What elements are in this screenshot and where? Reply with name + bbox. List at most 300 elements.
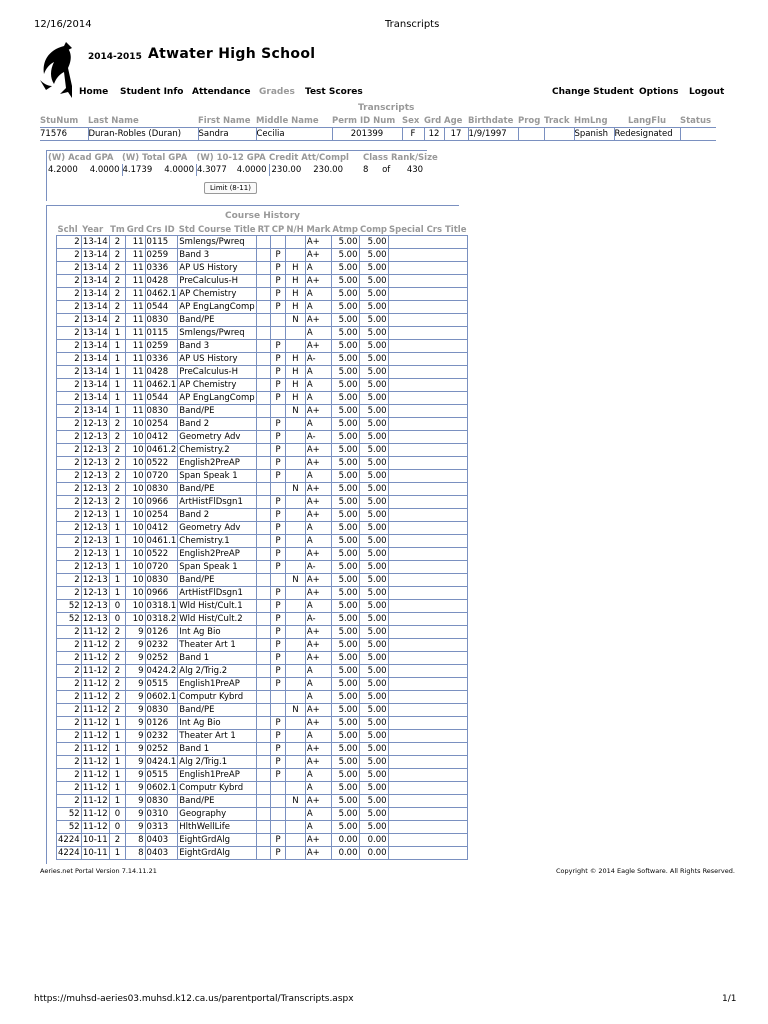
- course-cell: [285, 431, 305, 444]
- nav-logout[interactable]: Logout: [689, 87, 725, 97]
- course-cell: 12-13: [82, 574, 108, 585]
- course-cell: [271, 314, 286, 327]
- course-cell: 5.00: [331, 314, 359, 327]
- course-cell: [388, 639, 467, 652]
- course-cell: 5.00: [331, 522, 359, 535]
- course-cell: 0115: [145, 327, 178, 340]
- student-header: Birthdate: [468, 116, 514, 126]
- course-cell: 5.00: [331, 795, 359, 808]
- course-cell: A+: [305, 548, 331, 561]
- course-cell: 10: [126, 561, 145, 574]
- course-cell: English1PreAP: [178, 769, 257, 782]
- nav-options[interactable]: Options: [639, 87, 679, 97]
- course-history-header: N/H: [286, 224, 304, 235]
- course-cell: 12-13: [82, 418, 108, 429]
- course-cell: 10-11: [82, 847, 108, 858]
- table-row: [57, 418, 468, 431]
- course-cell: 12-13: [82, 613, 108, 624]
- course-history-heading: Course History: [225, 211, 300, 221]
- course-cell: P: [271, 470, 286, 483]
- course-cell: 5.00: [359, 795, 388, 808]
- course-cell: 0115: [145, 236, 178, 249]
- course-cell: A+: [305, 717, 331, 730]
- school-year: 2014-2015: [88, 52, 142, 62]
- course-cell: 2: [57, 678, 82, 691]
- course-cell: A+: [305, 509, 331, 522]
- course-cell: 5.00: [359, 262, 388, 275]
- course-cell: Band/PE: [178, 574, 257, 587]
- course-cell: 5.00: [331, 548, 359, 561]
- course-cell: [388, 587, 467, 600]
- course-cell: A: [305, 366, 331, 379]
- course-cell: [388, 769, 467, 782]
- course-cell: [388, 847, 467, 860]
- course-cell: 2: [57, 236, 82, 249]
- table-row: [57, 782, 468, 795]
- course-cell: 1: [109, 717, 126, 730]
- course-cell: 12-13: [82, 600, 108, 611]
- course-cell: [271, 704, 286, 717]
- table-row: [57, 431, 468, 444]
- course-cell: 2: [57, 574, 82, 587]
- course-history-header: Crs ID: [146, 224, 175, 235]
- course-cell: [285, 834, 305, 847]
- course-cell: 2: [109, 665, 126, 678]
- course-cell: [257, 457, 271, 470]
- course-cell: [388, 509, 467, 522]
- course-cell: EightGrdAlg: [178, 834, 257, 847]
- course-cell: P: [271, 847, 286, 860]
- course-cell: [257, 418, 271, 431]
- course-cell: AP Chemistry: [178, 379, 257, 392]
- course-history-header: Special Crs Title: [389, 224, 467, 235]
- table-row: [57, 808, 468, 821]
- course-cell: Span Speak 1: [178, 470, 257, 483]
- course-cell: [388, 782, 467, 795]
- course-cell: 1: [109, 392, 126, 405]
- course-cell: P: [271, 522, 286, 535]
- course-cell: Int Ag Bio: [178, 717, 257, 730]
- print-page-number: 1/1: [722, 994, 737, 1004]
- course-history-header: Atmp: [332, 224, 358, 235]
- course-cell: [257, 587, 271, 600]
- course-cell: P: [271, 769, 286, 782]
- course-cell: A+: [305, 587, 331, 600]
- course-cell: 5.00: [359, 561, 388, 574]
- course-cell: [388, 548, 467, 561]
- table-row: [57, 535, 468, 548]
- course-cell: 5.00: [359, 678, 388, 691]
- course-cell: 2: [109, 691, 126, 704]
- course-cell: 0424.2: [146, 665, 177, 676]
- course-cell: 0336: [145, 262, 178, 275]
- course-cell: 13-14: [82, 353, 108, 364]
- course-cell: 5.00: [331, 340, 359, 353]
- course-cell: 0252: [145, 652, 178, 665]
- student-header: StuNum: [40, 116, 79, 126]
- course-cell: [257, 366, 271, 379]
- course-cell: 2: [57, 288, 82, 301]
- course-cell: 11: [126, 366, 145, 379]
- nav-grades[interactable]: Grades: [259, 87, 295, 97]
- course-cell: A+: [305, 275, 331, 288]
- eagle-logo-icon: [38, 40, 78, 100]
- course-cell: [388, 808, 467, 821]
- course-cell: 0428: [145, 366, 178, 379]
- course-cell: 5.00: [331, 431, 359, 444]
- course-cell: P: [271, 262, 286, 275]
- course-cell: [257, 353, 271, 366]
- course-cell: [257, 405, 271, 418]
- course-cell: 11-12: [82, 717, 108, 728]
- course-cell: 2: [57, 444, 82, 457]
- course-cell: Geography: [178, 808, 257, 821]
- course-cell: [257, 262, 271, 275]
- course-cell: 5.00: [359, 418, 388, 431]
- table-row: [57, 483, 468, 496]
- course-cell: 11: [126, 340, 145, 353]
- course-cell: A+: [305, 314, 331, 327]
- course-cell: P: [271, 587, 286, 600]
- course-cell: [285, 561, 305, 574]
- course-cell: P: [271, 366, 286, 379]
- course-cell: 13-14: [82, 288, 108, 299]
- course-cell: 11: [126, 405, 145, 418]
- course-cell: 2: [57, 353, 82, 366]
- course-cell: 11-12: [82, 756, 108, 767]
- course-cell: 9: [126, 808, 145, 821]
- course-cell: [257, 574, 271, 587]
- course-cell: [257, 522, 271, 535]
- course-cell: 0515: [145, 678, 178, 691]
- course-cell: 5.00: [331, 236, 359, 249]
- gpa-header: (W) Total GPA: [122, 153, 188, 163]
- nav-student-info[interactable]: Student Info: [120, 87, 184, 97]
- course-cell: [285, 847, 305, 860]
- nav-change-student[interactable]: Change Student: [552, 87, 634, 97]
- course-cell: 1: [109, 847, 126, 860]
- course-cell: [285, 730, 305, 743]
- course-cell: [257, 847, 271, 860]
- course-cell: 12-13: [82, 470, 108, 481]
- course-cell: A: [305, 288, 331, 301]
- course-cell: 11: [126, 275, 145, 288]
- course-cell: [388, 600, 467, 613]
- course-cell: 0310: [145, 808, 178, 821]
- course-cell: 1: [109, 769, 126, 782]
- table-row: [57, 678, 468, 691]
- course-cell: A+: [305, 249, 331, 262]
- course-cell: 10: [126, 574, 145, 587]
- course-cell: 2: [57, 743, 82, 756]
- student-perm-id: 201399: [332, 128, 402, 141]
- course-cell: 5.00: [331, 626, 359, 639]
- school-name: Atwater High School: [148, 46, 316, 62]
- table-row: [57, 561, 468, 574]
- course-cell: 13-14: [82, 301, 108, 312]
- course-cell: 5.00: [331, 405, 359, 418]
- course-cell: [388, 717, 467, 730]
- table-row: [57, 652, 468, 665]
- course-cell: [388, 457, 467, 470]
- course-cell: Band 2: [178, 509, 257, 522]
- course-cell: 0720: [145, 561, 178, 574]
- course-cell: [257, 756, 271, 769]
- course-cell: 10: [126, 470, 145, 483]
- course-cell: [257, 249, 271, 262]
- student-header: HmLng: [574, 116, 608, 126]
- table-row: [57, 743, 468, 756]
- course-cell: A: [305, 418, 331, 431]
- course-cell: [285, 717, 305, 730]
- course-cell: A-: [305, 561, 331, 574]
- nav-home[interactable]: Home: [79, 87, 109, 97]
- course-cell: 5.00: [359, 236, 388, 249]
- course-cell: 5.00: [359, 821, 388, 834]
- course-cell: 11-12: [82, 691, 108, 702]
- course-cell: P: [271, 665, 286, 678]
- course-cell: Smlengs/Pwreq: [178, 236, 257, 249]
- student-header: Prog: [518, 116, 541, 126]
- course-cell: A+: [305, 834, 331, 847]
- course-cell: 4224: [58, 834, 80, 845]
- course-cell: 5.00: [331, 379, 359, 392]
- course-cell: 5.00: [359, 626, 388, 639]
- course-cell: [257, 834, 271, 847]
- table-row: [57, 574, 468, 587]
- student-header: Grd: [424, 116, 442, 126]
- student-age: 17: [444, 128, 468, 141]
- course-cell: Band/PE: [178, 405, 257, 418]
- course-cell: [271, 795, 286, 808]
- course-cell: 0720: [145, 470, 178, 483]
- course-cell: 13-14: [82, 327, 108, 338]
- course-cell: 5.00: [331, 743, 359, 756]
- course-cell: Wld Hist/Cult.2: [178, 613, 257, 626]
- course-cell: 12-13: [82, 561, 108, 572]
- course-cell: 8: [126, 834, 145, 847]
- course-cell: [285, 340, 305, 353]
- course-cell: 0830: [145, 795, 178, 808]
- course-cell: 5.00: [331, 535, 359, 548]
- course-cell: 0.00: [331, 834, 359, 847]
- course-cell: [388, 496, 467, 509]
- course-cell: 5.00: [359, 249, 388, 262]
- student-info-table: [40, 116, 716, 141]
- course-cell: HlthWellLife: [178, 821, 257, 834]
- course-cell: 2: [109, 470, 126, 483]
- course-cell: 2: [109, 275, 126, 288]
- course-cell: [285, 821, 305, 834]
- table-row: [57, 717, 468, 730]
- course-cell: 0602.1: [146, 782, 177, 793]
- print-title: Transcripts: [385, 19, 440, 30]
- course-cell: 13-14: [82, 379, 108, 390]
- table-row: [57, 275, 468, 288]
- course-cell: P: [271, 288, 286, 301]
- course-cell: [257, 808, 271, 821]
- course-cell: 5.00: [331, 366, 359, 379]
- course-cell: [388, 340, 467, 353]
- course-cell: [257, 821, 271, 834]
- course-cell: 2: [57, 314, 82, 327]
- course-cell: [257, 379, 271, 392]
- course-cell: [285, 236, 305, 249]
- course-cell: 9: [126, 704, 145, 717]
- course-cell: [271, 405, 286, 418]
- gpa-value: 4.3077: [197, 164, 237, 176]
- course-cell: A+: [305, 743, 331, 756]
- course-cell: 0126: [145, 717, 178, 730]
- table-row: [57, 301, 468, 314]
- nav-attendance[interactable]: Attendance: [192, 87, 251, 97]
- course-cell: 11-12: [82, 769, 108, 780]
- course-cell: [388, 431, 467, 444]
- course-cell: [285, 249, 305, 262]
- course-cell: 13-14: [82, 275, 108, 286]
- table-row: [57, 249, 468, 262]
- course-cell: 0259: [145, 249, 178, 262]
- course-cell: 2: [57, 717, 82, 730]
- course-cell: 1: [109, 795, 126, 808]
- course-cell: 9: [126, 678, 145, 691]
- course-cell: AP EngLangComp: [179, 301, 255, 312]
- table-row: [57, 769, 468, 782]
- course-history-header: RT: [257, 224, 270, 235]
- course-cell: [257, 704, 271, 717]
- course-cell: English1PreAP: [178, 678, 257, 691]
- course-cell: [285, 496, 305, 509]
- course-cell: [257, 561, 271, 574]
- course-cell: 2: [57, 730, 82, 743]
- course-cell: H: [285, 353, 305, 366]
- gpa-value: 4.2000: [48, 165, 78, 175]
- course-cell: 2: [109, 249, 126, 262]
- course-cell: [388, 301, 467, 314]
- course-cell: 0336: [145, 353, 178, 366]
- course-cell: Chemistry.1: [178, 535, 257, 548]
- course-cell: 5.00: [331, 613, 359, 626]
- course-cell: 5.00: [331, 262, 359, 275]
- course-cell: A: [305, 769, 331, 782]
- course-cell: 1: [109, 756, 126, 769]
- course-cell: 52: [57, 613, 82, 626]
- course-cell: [388, 626, 467, 639]
- course-cell: [285, 613, 305, 626]
- course-cell: 12-13: [82, 483, 108, 494]
- course-cell: 5.00: [359, 574, 388, 587]
- course-cell: 11: [126, 249, 145, 262]
- course-cell: [388, 730, 467, 743]
- course-cell: 0403: [145, 834, 178, 847]
- course-cell: 1: [109, 522, 126, 535]
- course-cell: PreCalculus-H: [178, 366, 257, 379]
- course-history-table: [56, 224, 468, 860]
- course-cell: English2PreAP: [178, 548, 257, 561]
- course-cell: 5.00: [331, 756, 359, 769]
- course-cell: [285, 665, 305, 678]
- nav-test-scores[interactable]: Test Scores: [305, 87, 363, 97]
- course-cell: [388, 236, 467, 249]
- course-cell: H: [285, 301, 305, 314]
- course-cell: 12-13: [82, 587, 108, 598]
- course-cell: 5.00: [359, 301, 388, 314]
- course-cell: 5.00: [359, 353, 388, 366]
- course-cell: [285, 678, 305, 691]
- course-cell: 0.00: [359, 834, 388, 847]
- course-cell: Smlengs/Pwreq: [178, 327, 257, 340]
- course-cell: 5.00: [331, 327, 359, 340]
- course-cell: [285, 626, 305, 639]
- course-cell: 2: [57, 249, 82, 262]
- course-cell: 1: [109, 509, 126, 522]
- course-cell: [257, 600, 271, 613]
- course-history-header: Year: [82, 224, 104, 235]
- course-cell: A: [305, 379, 331, 392]
- course-cell: [285, 743, 305, 756]
- course-cell: 0544: [145, 392, 178, 405]
- course-cell: P: [271, 392, 286, 405]
- course-cell: 52: [57, 821, 82, 834]
- course-cell: 5.00: [359, 717, 388, 730]
- course-cell: [388, 392, 467, 405]
- course-cell: 4224: [58, 847, 80, 858]
- course-cell: 5.00: [331, 418, 359, 431]
- course-cell: Alg 2/Trig.2: [178, 665, 257, 678]
- course-cell: 2: [57, 418, 82, 431]
- course-cell: 11: [126, 301, 145, 314]
- course-cell: [257, 470, 271, 483]
- course-cell: Band/PE: [178, 314, 257, 327]
- table-row: [57, 509, 468, 522]
- course-cell: [257, 652, 271, 665]
- course-cell: 1: [109, 340, 126, 353]
- course-cell: [257, 496, 271, 509]
- course-cell: [257, 340, 271, 353]
- course-cell: P: [271, 431, 286, 444]
- table-row: [57, 600, 468, 613]
- course-cell: 0403: [145, 847, 178, 860]
- course-cell: [388, 691, 467, 704]
- course-cell: 2: [57, 392, 82, 405]
- course-cell: [388, 756, 467, 769]
- course-cell: 5.00: [331, 678, 359, 691]
- course-cell: 0254: [145, 418, 178, 431]
- course-cell: A-: [305, 613, 331, 626]
- course-cell: 11: [126, 288, 145, 301]
- course-cell: 11-12: [82, 626, 108, 637]
- course-cell: [271, 574, 286, 587]
- table-row: [57, 704, 468, 717]
- table-row: [57, 756, 468, 769]
- limit-button[interactable]: Limit (8-11): [204, 182, 257, 194]
- course-cell: 11-12: [82, 730, 108, 741]
- course-cell: [285, 457, 305, 470]
- course-cell: A+: [305, 795, 331, 808]
- course-cell: 0318.1: [146, 600, 177, 611]
- course-cell: A+: [305, 639, 331, 652]
- course-cell: 5.00: [359, 314, 388, 327]
- student-header: Perm ID Num: [332, 116, 396, 126]
- course-history-header: Comp: [360, 224, 388, 235]
- course-cell: 0966: [145, 496, 178, 509]
- course-cell: [257, 730, 271, 743]
- course-cell: P: [271, 756, 286, 769]
- class-rank-of: of: [382, 165, 391, 175]
- course-cell: 0462.1: [146, 379, 177, 390]
- course-cell: 5.00: [331, 652, 359, 665]
- course-cell: 5.00: [359, 587, 388, 600]
